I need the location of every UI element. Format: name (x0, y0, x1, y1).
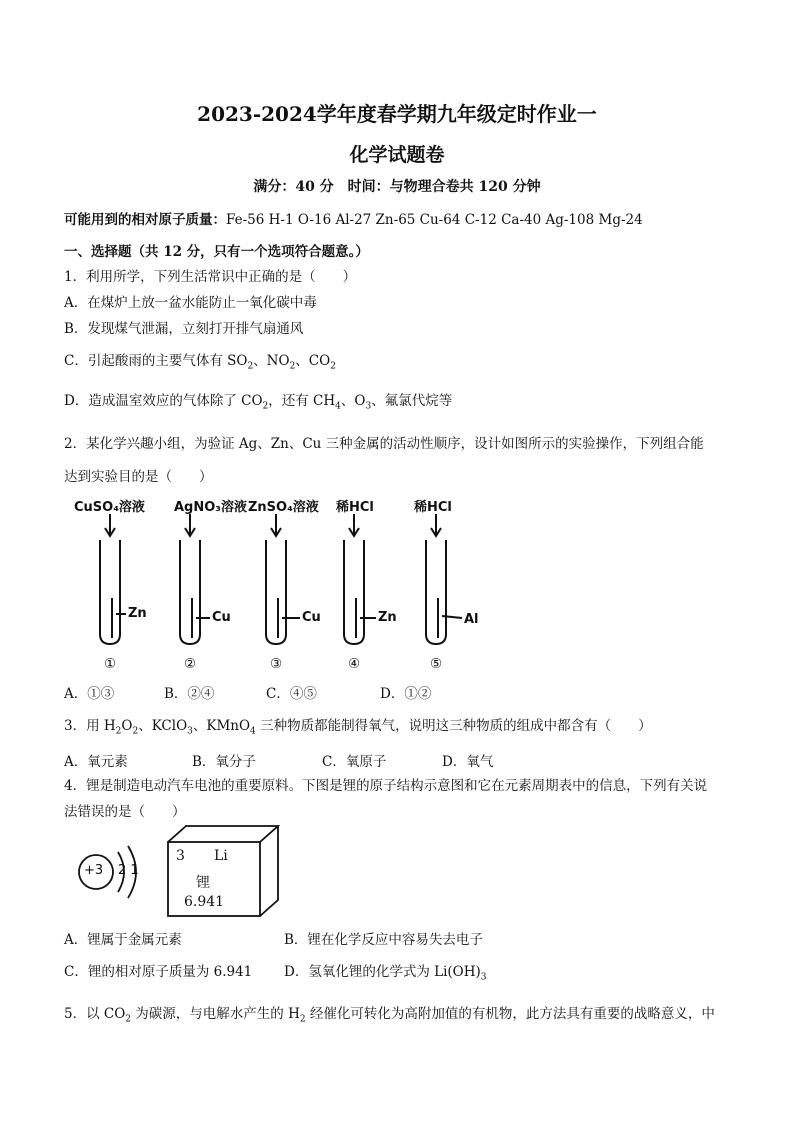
element-symbol: Li (214, 848, 228, 864)
q1-c-sub1: 2 (247, 361, 254, 372)
element-name: 锂 (196, 875, 210, 891)
q4-option-d (284, 960, 487, 983)
tube-4-number: ④ (348, 656, 361, 672)
q3-text5: 三种物质都能制得氧气，说明这三种物质的组成中都含有（ ） (255, 718, 652, 734)
q1-d-text1: D．造成温室效应的气体除了 CO (64, 393, 263, 409)
q1-d-sub3: 3 (365, 401, 372, 412)
tube-5-reagent: 稀HCl (414, 500, 452, 515)
q1-c-sub2: 2 (289, 361, 296, 372)
tube-3-reagent: ZnSO₄溶液 (248, 500, 319, 515)
q3-text2: O (121, 718, 133, 734)
q3-option-a: A．氧元素 (64, 754, 128, 770)
atomic-masses-values: Fe-56 H-1 O-16 Al-27 Zn-65 Cu-64 C-12 Ca-40 Ag-108 Mg-24 (226, 212, 643, 228)
q1-c-sub3: 2 (330, 361, 336, 372)
element-tile (166, 824, 282, 920)
q5-sub1: 2 (125, 1014, 132, 1025)
tube-2-number: ② (184, 656, 197, 672)
q1-option-c (64, 349, 336, 372)
q1-d-sub1: 2 (262, 401, 269, 412)
tube-2-metal: Cu (212, 610, 231, 625)
q2-option-b: B．②④ (164, 686, 215, 702)
atom-shells-drawing (64, 826, 164, 926)
q4-stem-line1: 4．锂是制造电动汽车电池的重要原料。下图是锂的原子结构示意图和它在元素周期表中的信息，下列有关说 (64, 778, 708, 794)
q3-option-d: D．氧气 (442, 754, 494, 770)
tube-4-metal: Zn (378, 610, 397, 625)
q3-sub1: 2 (115, 726, 122, 737)
atomic-masses (64, 208, 643, 228)
tube-2-reagent: AgNO₃溶液 (174, 500, 247, 515)
q1-c-text1: C．引起酸雨的主要气体有 SO (64, 353, 248, 369)
q5-stem (64, 1002, 715, 1025)
tube-1-metal: Zn (128, 606, 147, 621)
q2-option-a: A．①③ (64, 686, 115, 702)
electron-shells: 2 1 (118, 863, 139, 878)
tube-1-reagent: CuSO₄溶液 (74, 500, 145, 515)
tube-3-metal: Cu (302, 610, 321, 625)
q3-option-b: B．氧分子 (192, 754, 256, 770)
q5-text1: 5．以 CO (64, 1006, 126, 1022)
nucleus-charge: +3 (84, 863, 104, 878)
q2-option-c: C．④⑤ (266, 686, 317, 702)
tube-3-number: ③ (270, 656, 283, 672)
atomic-masses-label: 可能用到的相对原子质量： (64, 212, 226, 228)
q1-option-d (64, 389, 452, 412)
exam-subtitle: 化学试题卷 (349, 144, 445, 166)
q3-stem (64, 714, 652, 737)
test-tubes-drawing (64, 494, 504, 679)
q5-text3: 经催化可转化为高附加值的有机物，此方法具有重要的战略意义，中 (305, 1006, 715, 1022)
q3-sub4: 4 (250, 726, 256, 737)
q1-stem: 1．利用所学，下列生活常识中正确的是（ ） (64, 269, 357, 285)
element-number: 3 (176, 848, 185, 864)
q3-sub3: 3 (187, 726, 193, 737)
q5-text2: 为碳源，与电解水产生的 H (131, 1006, 300, 1022)
q1-option-a: A．在煤炉上放一盆水能防止一氧化碳中毒 (64, 295, 317, 311)
q1-d-text3: 、O (340, 393, 366, 409)
atom-structure-diagram (64, 826, 164, 926)
q1-d-text4: 、氟氯代烷等 (371, 393, 453, 409)
q3-option-c: C．氧原子 (322, 754, 387, 770)
q1-c-text2: 、NO (253, 353, 290, 369)
q2-stem-line1: 2．某化学兴趣小组，为验证 Ag、Zn、Cu 三种金属的活动性顺序，设计如图所示的实验操作，下列组合能 (64, 436, 704, 452)
q4-option-a: A．锂属于金属元素 (64, 932, 182, 948)
exam-meta: 满分：40 分 时间：与物理合卷共 120 分钟 (253, 179, 541, 195)
q1-d-text2: ，还有 CH (268, 393, 336, 409)
q5-sub2: 2 (299, 1014, 306, 1025)
test-tube-figure (64, 494, 504, 679)
q1-c-text3: 、CO (295, 353, 331, 369)
tube-4-reagent: 稀HCl (336, 500, 374, 515)
q4-d-sub: 3 (480, 972, 487, 983)
q3-text4: 、KMnO (192, 718, 251, 734)
q3-text1: 3．用 H (64, 718, 116, 734)
q1-d-sub2: 4 (335, 401, 341, 412)
q4-option-c: C．锂的相对原子质量为 6.941 (64, 964, 253, 980)
q4-stem-line2: 法错误的是（ ） (64, 804, 186, 820)
q2-stem-line2: 达到实验目的是（ ） (64, 469, 213, 485)
tube-1-number: ① (104, 656, 117, 672)
tube-5-metal: Al (464, 612, 479, 627)
tube-5-number: ⑤ (430, 656, 443, 672)
q3-text3: 、KClO (138, 718, 188, 734)
section-heading: 一、选择题（共 12 分，只有一个选项符合题意。） (64, 244, 369, 260)
exam-title: 2023-2024学年度春学期九年级定时作业一 (197, 102, 597, 126)
q2-option-d: D．①② (380, 686, 432, 702)
q3-sub2: 2 (132, 726, 139, 737)
q4-d-text: D．氢氧化锂的化学式为 Li(OH) (284, 964, 481, 980)
q4-option-b: B．锂在化学反应中容易失去电子 (284, 932, 483, 948)
q1-option-b: B．发现煤气泄漏，立刻打开排气扇通风 (64, 321, 304, 337)
element-mass: 6.941 (184, 894, 225, 910)
